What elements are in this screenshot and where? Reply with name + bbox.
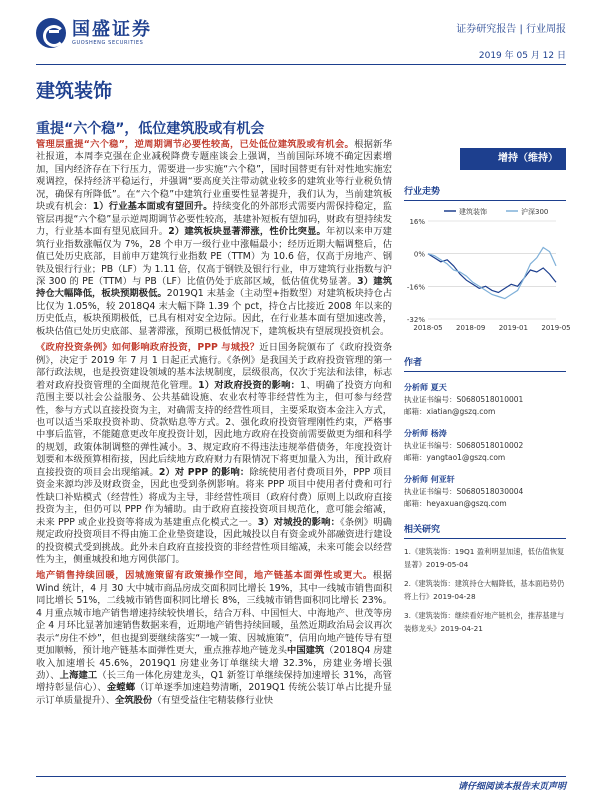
x-tick-label: 2018-09 (456, 324, 486, 332)
analyst-role: 分析师 (404, 429, 431, 438)
analyst-list (404, 382, 566, 510)
report-title: 重提“六个稳”，低位建筑股或有机会 (36, 121, 265, 137)
y-tick-label: -16% (406, 283, 425, 292)
analyst-role: 分析师 (404, 383, 431, 392)
legend-label: 建筑装饰 (459, 208, 487, 216)
series-line-0 (428, 254, 556, 293)
footer-divider (36, 776, 566, 777)
analyst-email[interactable]: 邮箱：xiatian@gszq.com (404, 407, 496, 416)
paragraph-policy: 管理层重提“六个稳”，逆周期调节必要性较高，已处低位建筑股或有机会。根据新华社报道，本周李克强在企业减税降费专题座谈会上强调，当前国际环境不确定因素增加，国内经济存在下行压力，需要进一步实施“六个稳”，国时国替更有针对性地实施宏观调控，保持经济平稳运行，并强调“要高度关注带动就业较多的建筑业等行业税负情况，确保有所降低”。在“六个稳”中建筑行业重要性显著提升，我们认为，当前建筑板块或有机会：1）行业基本面或有望回升。持续变化的外部形式需要内需保持稳定，监管层再提“六个稳”显示逆周期调节必要性较高，基建补短板有望加码，财政有望持续发力，行业基本面有望见底回升。2）建筑板块显著滞涨，性价比突显。年初以来申万建筑行业指数涨幅仅为 7%，28 个申万一级行业中涨幅最小；经历近期大幅调整后，估值已处历史底部，目前申万建筑行业指数 PE（TTM）为 10.6 倍，仅高于房地产、钢铁及银行行业；PB（LF）为 1.11 倍，仅高于钢铁及银行行业，申万建筑行业指数与沪深 300 的 PE（TTM）与 PB（LF）比值仍处于底部区域，低估值优势显著。3）建筑持仓大幅降低，板块预期极低。2019Q1 末基金（主动型+指数型）对建筑板块持仓占比仅为 1.05%，较 2018Q4 末大幅下降 1.39 个 pct，持仓占比接近 2008 年以来的历史低点，板块预期极低，已具有相对安全边际。因此，在行业基本面有望加速改善，板块估值已处历史底部、显著滞涨，预期已极低情况下，建筑板块有望展现投资机会。 (36, 139, 392, 337)
report-date: 2019 年 05 月 12 日 (478, 51, 566, 61)
analyst-name: 何亚轩 (430, 475, 455, 484)
logo-icon (36, 18, 66, 48)
y-tick-label: 0% (413, 250, 425, 259)
paragraph-lead: 管理层重提“六个稳”，逆周期调节必要性较高，已处低位建筑股或有机会。 (36, 139, 355, 150)
report-type: 证券研究报告 | 行业周报 (456, 24, 566, 35)
analyst-name-line (404, 474, 566, 486)
analyst-card (404, 382, 566, 418)
brand-logo (36, 18, 152, 48)
analyst-cert: 执业证书编号：S0680518030004 (404, 487, 524, 496)
related-research-list (404, 545, 566, 635)
analyst-name: 夏天 (430, 383, 447, 392)
analyst-cert: 执业证书编号：S0680518010001 (404, 395, 524, 404)
x-tick-label: 2019-05 (541, 324, 571, 332)
brand-name-cn: 国盛证券 (72, 18, 152, 40)
rating-badge: 增持（维持） (460, 148, 566, 170)
y-tick-label: 16% (409, 218, 425, 226)
analysts-heading: 作者 (404, 355, 566, 372)
related-research-item[interactable]: 2.《建筑装饰：建筑持仓大幅降低，基本面趋势仍将上行》2019-04-28 (404, 579, 565, 601)
x-tick-label: 2018-05 (413, 324, 443, 332)
related-research-heading: 相关研究 (404, 522, 566, 539)
market-trend-heading: 行业走势 (404, 184, 566, 201)
analyst-card (404, 428, 566, 464)
paragraph-lead: 地产销售持续回暖，因城施策留有政策操作空间，地产链基本面弹性或更大。 (36, 570, 373, 582)
market-trend-chart (404, 201, 571, 341)
trend-chart-svg (404, 201, 571, 341)
analyst-cert: 执业证书编号：S0680518010002 (404, 441, 524, 450)
brand-name-en: GUOSHENG SECURITIES (72, 39, 144, 46)
analyst-card (404, 474, 566, 510)
report-header (36, 14, 566, 60)
x-tick-label: 2019-01 (498, 324, 528, 332)
header-divider (36, 64, 566, 65)
related-research-item[interactable]: 1.《建筑装饰：19Q1 盈利明显加速，低估值恢复显著》2019-05-04 (404, 547, 565, 569)
analyst-name-line (404, 382, 566, 394)
report-body (36, 139, 392, 779)
paragraph-regulation: 《政府投资条例》如何影响政府投资，PPP 与城投？近日国务院颁布了《政府投资条例》，决定于 2019 年 7 月 1 日起正式施行。《条例》是我国关于政府投资管理的第一部行政法规，也是投资建设领域的基本法规制度，层级很高，仅次于宪法和法律，标志着对政府投资管理的全面规范化管理。1）对政府投资的影响：1、明确了投资方向和范围主要以社会公益服务、公共基础设施、农业农村等非经营性为主，但可参与经营性，参与方式以直接投资为主，对确需支持的经营性项目，主要采取资本金注入方式，也可以适当采取投资补助、贷款贴息等方式。2、强化政府投资管理刚性约束，严格事中事后监管，不能随意更改年度投资计划，因此地方政府在投资前需要做更为细和科学的规划，政策体制调整的弹性减小。3、规定政府不得违法违规举借债务，年度投资计划要和本级预算相衔接，因此后续地方政府财力有限情况下将更加量入为出，预计政府直接投资的项目会出现缩减。2）对 PPP 的影响：除统使用者付费项目外，PPP 项目资金来源均涉及财政资金，因此也受到条例影响。将来 PPP 项目中使用者付费和可行性缺口补贴模式（经营性）将成为主导，非经营性项目（政府付费）原则上以政府直接投资为主，但仍可以 PPP 作为辅助。由于政府直接投资项目规范化，意可能会缩减，未来 PPP 或企业投资等将成为基建重点化模式之一。3）对城投的影响：《条例》明确规定政府投资项目不得由施工企业垫资建设，因此城投以自有资金或外部融资进行建设的投资模式受到挑战。此外未自政府直接投资的非经营性项目缩减，未来可能会以经营性为主，侧重城投和地方网供部门。 (36, 342, 392, 565)
sector-title: 建筑装饰 (36, 80, 113, 102)
analyst-name-line (404, 428, 566, 440)
related-research-item[interactable]: 3.《建筑装饰：继续看好地产链机会，推荐基建与装修龙头》2019-04-21 (404, 611, 565, 633)
analyst-name: 杨涛 (430, 429, 447, 438)
paragraph-lead: 《政府投资条例》如何影响政府投资，PPP 与城投？ (36, 342, 260, 354)
analyst-role: 分析师 (404, 475, 431, 484)
y-tick-label: -32% (406, 316, 425, 324)
sidebar (404, 148, 571, 778)
legend-label: 沪深300 (521, 208, 549, 216)
analyst-email[interactable]: 邮箱：heyaxuan@gszq.com (404, 499, 507, 508)
footer-disclaimer: 请仔细阅读本报告末页声明 (457, 782, 566, 792)
analyst-email[interactable]: 邮箱：yangtao1@gszq.com (404, 453, 506, 462)
paragraph-property: 地产销售持续回暖，因城施策留有政策操作空间，地产链基本面弹性或更大。根据 Wind 统计，4 月 30 大中城市商品房成交面积同比增长 19%，其中一线城市销售面积同比增长 51%，二线城市销售面积同比增长 8%，三线城市销售面积同比增长 23%。4 月重点城市地产销售增速持续较快增长，结合万科、中国恒大、中海地产、世茂等房企 4 月环比显著加速销售数据来看，近期地产销售持续回暖，虽然近期政治局会议再次表示“房住不炒”，但也提到要继续落实“一城一策、因城施策”，信用向地产链传导有望更加顺畅，预计地产链基本面弹性更大，重点推荐地产链龙头中国建筑（2018Q4 房建收入加速增长 45.6%，2019Q1 房建业务订单继续大增 32.3%，房建业务增长强劲）、上海建工（长三角一体化房建龙头，Q1 新签订单继续保持加速增长 31%，高管增持彰显信心）、金螳螂（订单逐季加速趋势清晰，2019Q1 传统公装订单占比提升显示订单质量提升）、全筑股份（有望受益住宅精装修行业快 (36, 570, 392, 706)
